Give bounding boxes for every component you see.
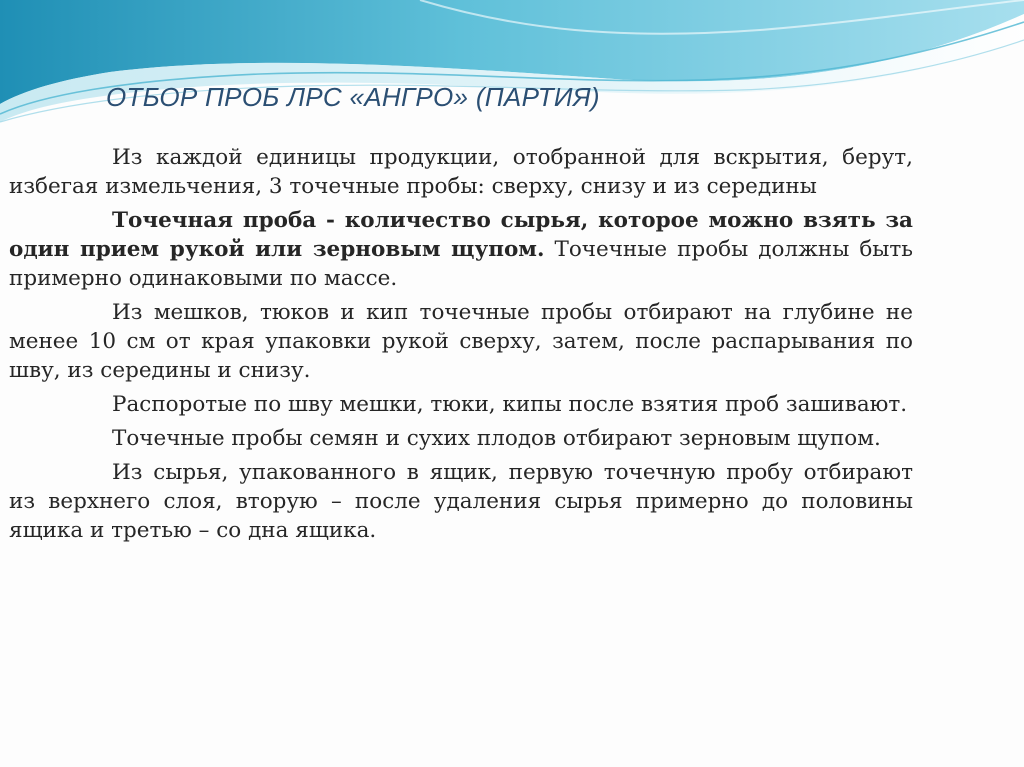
slide-body (9, 143, 913, 550)
paragraph-text: Точечные пробы семян и сухих плодов отбирают зерновым щупом. (112, 426, 881, 451)
paragraph-text: Из каждой единицы продукции, отобранной для вскрытия, берут, избегая измельчения, 3 точечные пробы: сверху, снизу и из середины (9, 145, 913, 199)
paragraph (9, 390, 913, 419)
paragraph (9, 143, 913, 201)
paragraph-text: Из мешков, тюков и кип точечные пробы отбирают на глубине не менее 10 см от края упаковки рукой сверху, затем, после распарывания по шву, из середины и снизу. (9, 300, 913, 383)
paragraph-definition (9, 206, 913, 293)
paragraph-text: Из сырья, упакованного в ящик, первую точечную пробу отбирают из верхнего слоя, вторую – после удаления сырья примерно до половины ящика и третью – со дна ящика. (9, 460, 913, 543)
paragraph-text: Распоротые по шву мешки, тюки, кипы после взятия проб зашивают. (112, 392, 908, 417)
paragraph (9, 424, 913, 453)
decorative-wave-header (0, 0, 1024, 140)
paragraph-bold: Точечная проба - количество сырья, которое можно взять за один прием рукой или зерновым щупом. (9, 208, 913, 262)
paragraph (9, 458, 913, 545)
slide-title: ОТБОР ПРОБ ЛРС «АНГРО» (ПАРТИЯ) (106, 82, 600, 112)
paragraph-text: Точечные пробы должны быть примерно одинаковыми по массе. (9, 237, 913, 291)
paragraph (9, 298, 913, 385)
